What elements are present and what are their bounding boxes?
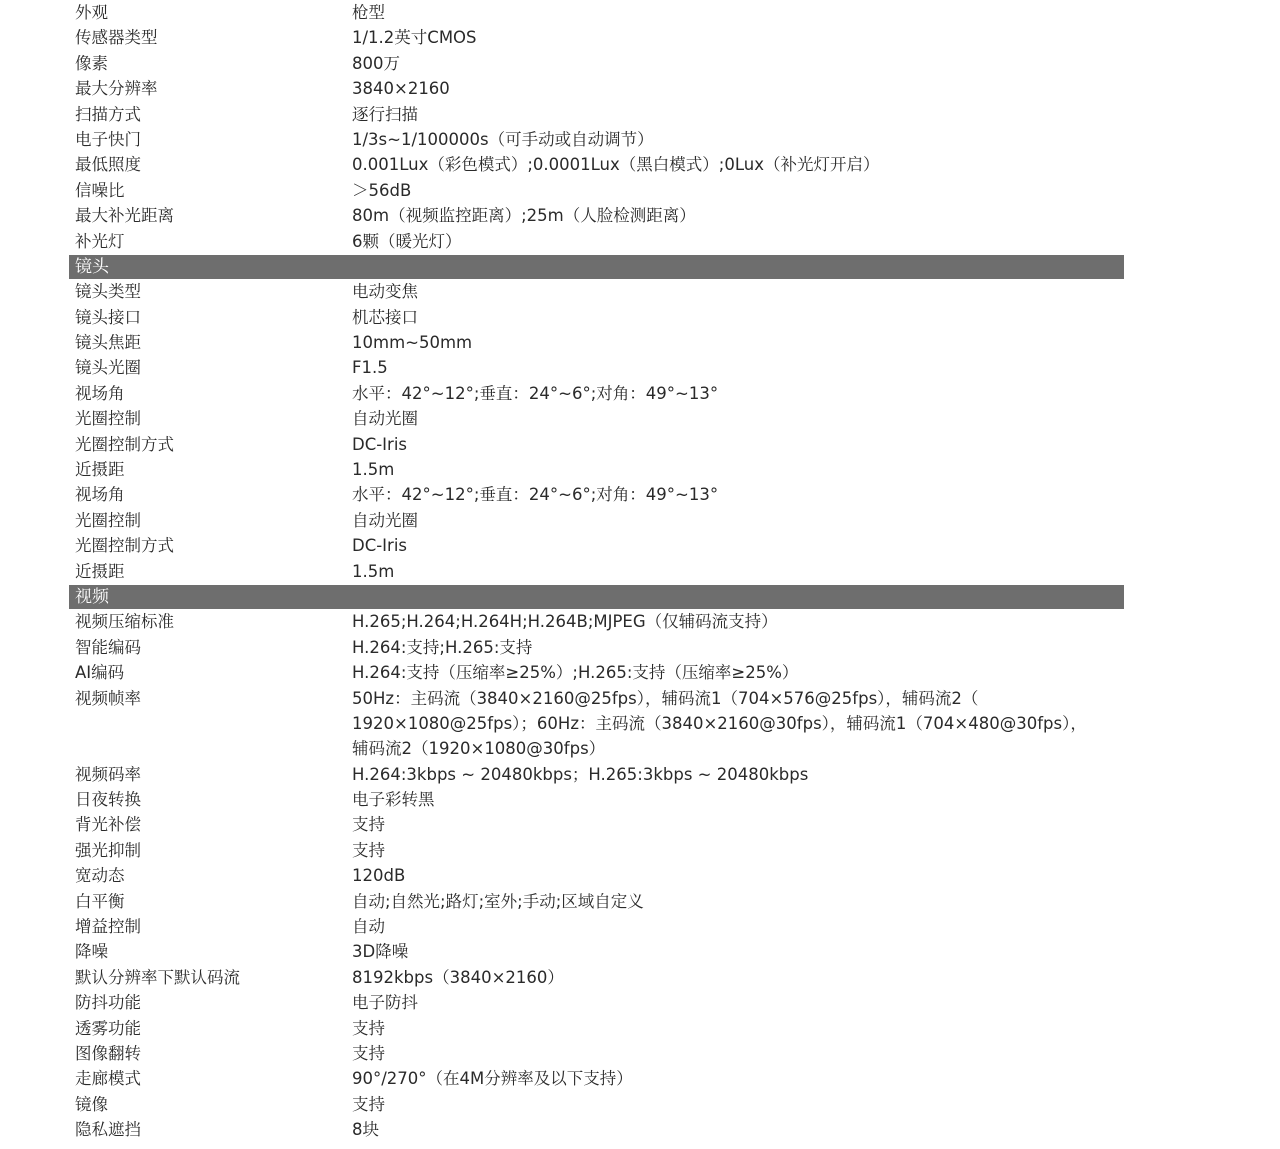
- spec-row: [69, 609, 1124, 634]
- spec-value-line: 10mm~50mm: [352, 333, 473, 353]
- spec-value: [352, 965, 1124, 990]
- spec-row: [69, 787, 1124, 812]
- spec-value-line: 电动变焦: [352, 282, 418, 302]
- spec-label: 扫描方式: [75, 104, 141, 124]
- spec-row: [69, 838, 1124, 863]
- spec-value-line: H.264:3kbps ~ 20480kbps；H.265:3kbps ~ 20480kbps: [352, 764, 809, 784]
- spec-label: 视频压缩标准: [75, 612, 174, 632]
- spec-value-line: 机芯接口: [352, 307, 418, 327]
- spec-table: [69, 0, 1124, 1143]
- spec-row: [69, 635, 1124, 660]
- spec-row: [69, 203, 1124, 228]
- spec-value-line: 电子彩转黑: [352, 790, 435, 810]
- spec-value: [352, 355, 1124, 380]
- spec-value: [352, 127, 1124, 152]
- spec-label: 外观: [75, 3, 108, 22]
- spec-value-line: 800万: [352, 53, 400, 73]
- spec-row: [69, 1066, 1124, 1091]
- spec-row: [69, 305, 1124, 330]
- spec-row: [69, 178, 1124, 203]
- spec-label: 智能编码: [75, 637, 141, 657]
- spec-row: [69, 330, 1124, 355]
- spec-row: [69, 355, 1124, 380]
- spec-value: [352, 863, 1124, 888]
- spec-value-line: 电子防抖: [352, 993, 418, 1013]
- spec-value: [352, 939, 1124, 964]
- spec-row: [69, 482, 1124, 507]
- spec-row: [69, 406, 1124, 431]
- spec-label: 增益控制: [75, 917, 141, 937]
- spec-label: AI编码: [75, 663, 125, 683]
- spec-value-line: 1.5m: [352, 460, 395, 480]
- spec-value-line: 1/3s~1/100000s（可手动或自动调节）: [352, 129, 654, 149]
- spec-value-line: 支持: [352, 1018, 385, 1038]
- spec-value: [352, 381, 1124, 406]
- spec-value: [352, 229, 1124, 254]
- spec-value: [352, 1092, 1124, 1117]
- spec-label: 光圈控制方式: [75, 434, 174, 454]
- spec-label: 日夜转换: [75, 790, 141, 810]
- spec-label: 镜头光圈: [75, 358, 141, 378]
- spec-value-line: 自动光圈: [352, 409, 418, 429]
- spec-value-line: 120dB: [352, 866, 406, 886]
- spec-label: 防抖功能: [75, 993, 141, 1013]
- spec-value: [352, 178, 1124, 203]
- spec-label: 视场角: [75, 485, 125, 505]
- spec-label: 降噪: [75, 942, 108, 962]
- spec-label: 宽动态: [75, 866, 125, 886]
- spec-value-line: H.264:支持;H.265:支持: [352, 637, 533, 657]
- spec-value: [352, 812, 1124, 837]
- spec-label: 镜头焦距: [75, 333, 141, 353]
- spec-value: [352, 203, 1124, 228]
- spec-label: 走廊模式: [75, 1069, 141, 1089]
- spec-label: 最大分辨率: [75, 79, 158, 99]
- spec-value-line: F1.5: [352, 358, 388, 378]
- spec-label: 最大补光距离: [75, 206, 174, 226]
- spec-value-line: 1/1.2英寸CMOS: [352, 28, 477, 48]
- spec-label: 强光抑制: [75, 840, 141, 860]
- spec-value-line: H.265;H.264;H.264H;H.264B;MJPEG（仅辅码流支持）: [352, 612, 778, 632]
- spec-row: [69, 1016, 1124, 1041]
- spec-row: [69, 508, 1124, 533]
- section-header: 镜头: [69, 255, 1124, 279]
- spec-value: [352, 457, 1124, 482]
- spec-value-line: 枪型: [352, 3, 385, 22]
- spec-label: 光圈控制方式: [75, 536, 174, 556]
- spec-row: [69, 1041, 1124, 1066]
- spec-value: [352, 609, 1124, 634]
- spec-value: [352, 787, 1124, 812]
- spec-value-line: DC-Iris: [352, 434, 408, 454]
- spec-value: [352, 406, 1124, 431]
- spec-value: [352, 76, 1124, 101]
- spec-value-line: 辅码流2（1920×1080@30fps）: [352, 739, 606, 759]
- spec-value-line: 6颗（暖光灯）: [352, 231, 462, 251]
- spec-label: 视频码率: [75, 764, 141, 784]
- spec-value-line: 3840×2160: [352, 79, 450, 99]
- spec-row: [69, 686, 1124, 762]
- spec-value-line: ＞56dB: [352, 180, 412, 200]
- spec-value: [352, 1041, 1124, 1066]
- spec-value: [352, 482, 1124, 507]
- spec-value-line: 自动;自然光;路灯;室外;手动;区域自定义: [352, 891, 644, 911]
- spec-row: [69, 965, 1124, 990]
- spec-row: [69, 152, 1124, 177]
- spec-value-line: 50Hz：主码流（3840×2160@25fps），辅码流1（704×576@25fps），辅码流2（: [352, 688, 979, 708]
- spec-value: [352, 635, 1124, 660]
- spec-value: [352, 660, 1124, 685]
- spec-row: [69, 762, 1124, 787]
- spec-label: 传感器类型: [75, 28, 158, 48]
- spec-row: [69, 1092, 1124, 1117]
- spec-label: 光圈控制: [75, 510, 141, 530]
- spec-label: 信噪比: [75, 180, 125, 200]
- spec-row: [69, 559, 1124, 584]
- spec-label: 补光灯: [75, 231, 125, 251]
- spec-value: [352, 51, 1124, 76]
- spec-value-line: 自动光圈: [352, 510, 418, 530]
- spec-value: [352, 914, 1124, 939]
- spec-row: [69, 889, 1124, 914]
- spec-value-line: 90°/270°（在4M分辨率及以下支持）: [352, 1069, 633, 1089]
- spec-label: 透雾功能: [75, 1018, 141, 1038]
- spec-row: [69, 0, 1124, 25]
- section-header: 视频: [69, 585, 1124, 609]
- spec-row: [69, 812, 1124, 837]
- spec-value: [352, 152, 1124, 177]
- spec-row: [69, 939, 1124, 964]
- spec-label: 隐私遮挡: [75, 1120, 141, 1140]
- spec-row: [69, 229, 1124, 254]
- spec-value: [352, 102, 1124, 127]
- spec-label: 近摄距: [75, 460, 125, 480]
- spec-value-line: 支持: [352, 815, 385, 835]
- spec-label: 最低照度: [75, 155, 141, 175]
- spec-row: [69, 432, 1124, 457]
- spec-value: [352, 559, 1124, 584]
- spec-value: [352, 330, 1124, 355]
- spec-label: 图像翻转: [75, 1043, 141, 1063]
- spec-row: [69, 76, 1124, 101]
- spec-value: [352, 533, 1124, 558]
- spec-value: [352, 1066, 1124, 1091]
- spec-value-line: 支持: [352, 840, 385, 860]
- spec-label: 镜头类型: [75, 282, 141, 302]
- spec-value-line: 8192kbps（3840×2160）: [352, 967, 564, 987]
- spec-value-line: 1.5m: [352, 561, 395, 581]
- spec-value-line: 支持: [352, 1094, 385, 1114]
- spec-value: [352, 762, 1124, 787]
- spec-value: [352, 838, 1124, 863]
- spec-row: [69, 533, 1124, 558]
- spec-label: 近摄距: [75, 561, 125, 581]
- spec-label: 镜像: [75, 1094, 108, 1114]
- spec-value: [352, 305, 1124, 330]
- spec-value-line: DC-Iris: [352, 536, 408, 556]
- spec-value: [352, 25, 1124, 50]
- spec-label: 视场角: [75, 383, 125, 403]
- spec-value-line: 水平：42°~12°;垂直：24°~6°;对角：49°~13°: [352, 485, 719, 505]
- spec-row: [69, 381, 1124, 406]
- spec-value-line: 8块: [352, 1120, 379, 1140]
- spec-row: [69, 127, 1124, 152]
- spec-value-line: 3D降噪: [352, 942, 409, 962]
- spec-value: [352, 889, 1124, 914]
- spec-value-line: 水平：42°~12°;垂直：24°~6°;对角：49°~13°: [352, 383, 719, 403]
- spec-row: [69, 1117, 1124, 1142]
- spec-row: [69, 990, 1124, 1015]
- spec-label: 白平衡: [75, 891, 125, 911]
- spec-value-line: H.264:支持（压缩率≥25%）;H.265:支持（压缩率≥25%）: [352, 663, 799, 683]
- spec-value-line: 自动: [352, 917, 385, 937]
- spec-row: [69, 102, 1124, 127]
- spec-label: 默认分辨率下默认码流: [75, 967, 240, 987]
- spec-value-line: 0.001Lux（彩色模式）;0.0001Lux（黑白模式）;0Lux（补光灯开启）: [352, 155, 880, 175]
- spec-label: 视频帧率: [75, 688, 141, 708]
- spec-row: [69, 863, 1124, 888]
- spec-row: [69, 25, 1124, 50]
- spec-label: 像素: [75, 53, 108, 73]
- spec-value: [352, 990, 1124, 1015]
- spec-label: 背光补偿: [75, 815, 141, 835]
- spec-value: [352, 508, 1124, 533]
- spec-label: 电子快门: [75, 129, 141, 149]
- spec-value: [352, 279, 1124, 304]
- spec-label: 镜头接口: [75, 307, 141, 327]
- spec-row: [69, 457, 1124, 482]
- spec-value: [352, 432, 1124, 457]
- spec-row: [69, 279, 1124, 304]
- spec-value: [352, 686, 1124, 762]
- spec-value-line: 1920×1080@25fps）；60Hz：主码流（3840×2160@30fps），辅码流1（704×480@30fps），: [352, 713, 1087, 733]
- spec-value-line: 80m（视频监控距离）;25m（人脸检测距离）: [352, 206, 696, 226]
- spec-row: [69, 660, 1124, 685]
- spec-value-line: 逐行扫描: [352, 104, 418, 124]
- spec-row: [69, 51, 1124, 76]
- spec-row: [69, 914, 1124, 939]
- spec-value: [352, 0, 1124, 25]
- spec-label: 光圈控制: [75, 409, 141, 429]
- spec-value: [352, 1117, 1124, 1142]
- spec-value-line: 支持: [352, 1043, 385, 1063]
- spec-value: [352, 1016, 1124, 1041]
